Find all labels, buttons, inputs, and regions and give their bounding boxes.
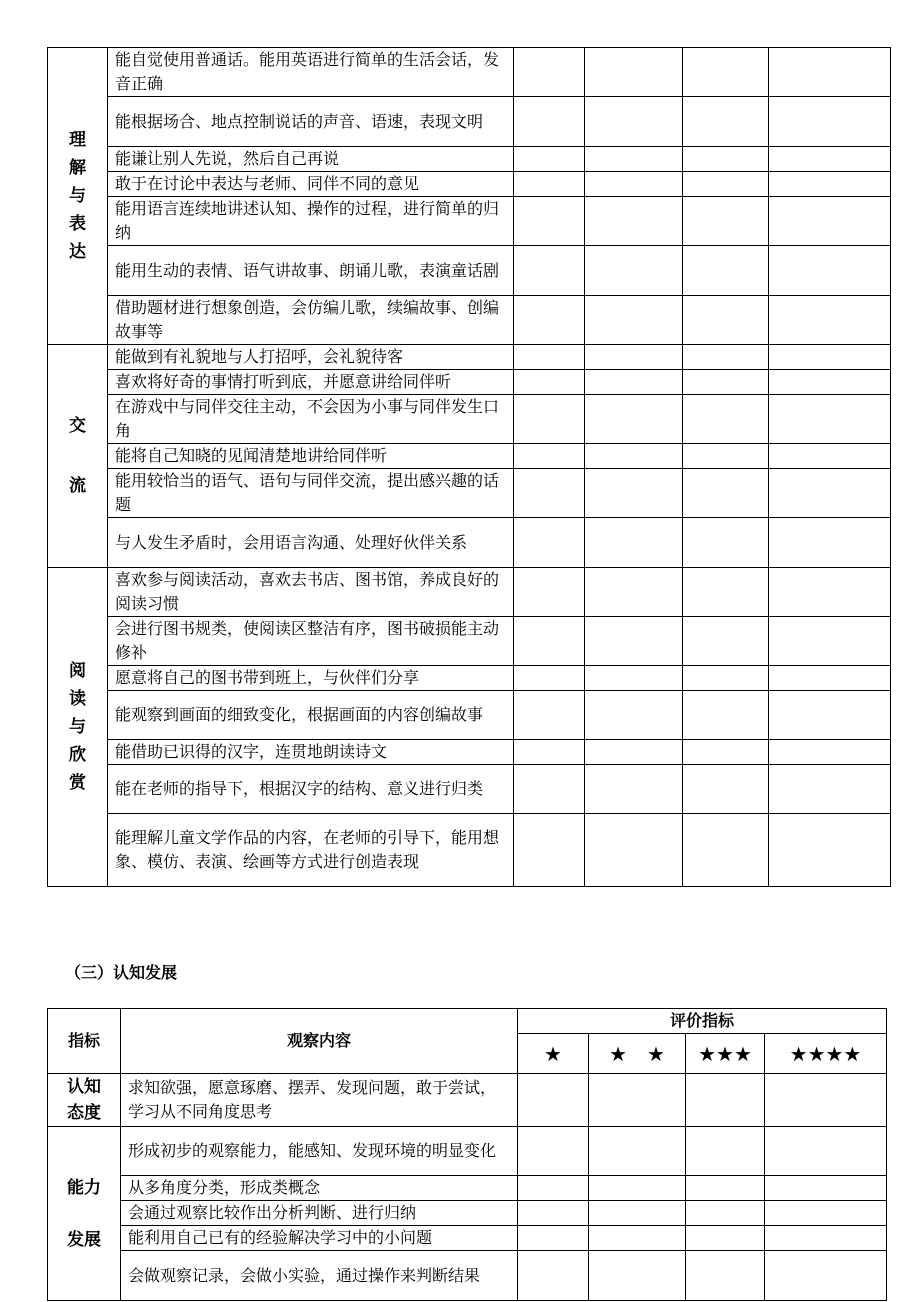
table-row (48, 345, 891, 370)
table-row (48, 1176, 887, 1201)
observation-item: 敢于在讨论中表达与老师、同伴不同的意见 (108, 172, 514, 197)
rating-cell[interactable] (765, 1226, 887, 1251)
rating-cell[interactable] (769, 97, 891, 147)
rating-cell[interactable] (769, 197, 891, 246)
rating-cell[interactable] (769, 345, 891, 370)
rating-cell[interactable] (765, 1176, 887, 1201)
observation-item: 能借助已识得的汉字，连贯地朗读诗文 (108, 740, 514, 765)
rating-cell[interactable] (518, 1176, 589, 1201)
rating-cell[interactable] (589, 1226, 686, 1251)
group-label-ability-development: 能力发展 (48, 1127, 121, 1301)
rating-cell[interactable] (769, 444, 891, 469)
rating-cell[interactable] (518, 1074, 589, 1127)
section-heading: （三）认知发展 (65, 963, 178, 982)
rating-cell[interactable] (683, 197, 769, 246)
observation-item: 会做观察记录，会做小实验，通过操作来判断结果 (121, 1251, 518, 1301)
table-row (48, 568, 891, 617)
rating-cell[interactable] (683, 568, 769, 617)
rating-cell[interactable] (585, 444, 683, 469)
rating-cell[interactable] (514, 246, 585, 296)
rating-cell[interactable] (683, 147, 769, 172)
rating-cell[interactable] (514, 370, 585, 395)
rating-cell[interactable] (686, 1226, 765, 1251)
table-row (48, 666, 891, 691)
rating-cell[interactable] (769, 740, 891, 765)
rating-cell[interactable] (514, 444, 585, 469)
observation-item: 与人发生矛盾时，会用语言沟通、处理好伙伴关系 (108, 518, 514, 568)
rating-cell[interactable] (765, 1251, 887, 1301)
header-indicator: 指标 (48, 1009, 121, 1074)
header-content: 观察内容 (121, 1009, 518, 1074)
table-row (48, 518, 891, 568)
star-rating-3: ★★★ (686, 1034, 765, 1074)
rating-cell[interactable] (514, 666, 585, 691)
observation-item: 能在老师的指导下，根据汉字的结构、意义进行归类 (108, 765, 514, 814)
rating-cell[interactable] (683, 345, 769, 370)
observation-item: 能将自己知晓的见闻清楚地讲给同伴听 (108, 444, 514, 469)
rating-cell[interactable] (585, 518, 683, 568)
table-row (48, 617, 891, 666)
rating-cell[interactable] (585, 246, 683, 296)
rating-cell[interactable] (514, 740, 585, 765)
group-label-understanding-expression: 理解与表达 (48, 48, 108, 345)
rating-cell[interactable] (683, 246, 769, 296)
rating-cell[interactable] (514, 345, 585, 370)
table-row (48, 469, 891, 518)
observation-item: 能根据场合、地点控制说话的声音、语速，表现文明 (108, 97, 514, 147)
rating-cell[interactable] (769, 469, 891, 518)
rating-cell[interactable] (514, 395, 585, 444)
rating-cell[interactable] (585, 370, 683, 395)
rating-cell[interactable] (514, 814, 585, 887)
star-rating-2: ★ ★ (589, 1034, 686, 1074)
rating-cell[interactable] (769, 395, 891, 444)
observation-item: 能利用自己已有的经验解决学习中的小问题 (121, 1226, 518, 1251)
observation-item: 能观察到画面的细致变化，根据画面的内容创编故事 (108, 691, 514, 740)
rating-cell[interactable] (518, 1201, 589, 1226)
table-row (48, 1201, 887, 1226)
rating-cell[interactable] (514, 691, 585, 740)
rating-cell[interactable] (769, 666, 891, 691)
rating-cell[interactable] (683, 395, 769, 444)
rating-cell[interactable] (514, 568, 585, 617)
star-rating-1: ★ (518, 1034, 589, 1074)
observation-item: 喜欢参与阅读活动，喜欢去书店、图书馆，养成良好的阅读习惯 (108, 568, 514, 617)
rating-cell[interactable] (518, 1226, 589, 1251)
rating-cell[interactable] (683, 172, 769, 197)
rating-cell[interactable] (769, 568, 891, 617)
rating-cell[interactable] (769, 147, 891, 172)
rating-cell[interactable] (514, 296, 585, 345)
rating-cell[interactable] (683, 370, 769, 395)
rating-cell[interactable] (683, 444, 769, 469)
table-row (48, 172, 891, 197)
rating-cell[interactable] (518, 1251, 589, 1301)
observation-item: 会进行图书规类，使阅读区整洁有序，图书破损能主动修补 (108, 617, 514, 666)
table-row (48, 370, 891, 395)
table-row (48, 296, 891, 345)
rating-cell[interactable] (769, 172, 891, 197)
rating-cell[interactable] (514, 518, 585, 568)
table-row (48, 246, 891, 296)
rating-cell[interactable] (514, 48, 585, 97)
observation-item: 借助题材进行想象创造，会仿编儿歌，续编故事、创编故事等 (108, 296, 514, 345)
observation-item: 愿意将自己的图书带到班上，与伙伴们分享 (108, 666, 514, 691)
table-row (48, 197, 891, 246)
rating-cell[interactable] (769, 617, 891, 666)
rating-cell[interactable] (686, 1251, 765, 1301)
table-row (48, 765, 891, 814)
rating-cell[interactable] (585, 97, 683, 147)
rating-cell[interactable] (585, 197, 683, 246)
table-row (48, 147, 891, 172)
table-row (48, 691, 891, 740)
rating-cell[interactable] (514, 469, 585, 518)
observation-item: 能用生动的表情、语气讲故事、朗诵儿歌，表演童话剧 (108, 246, 514, 296)
observation-item: 能用较恰当的语气、语句与同伴交流，提出感兴趣的话题 (108, 469, 514, 518)
header-row (48, 1009, 887, 1034)
rating-cell[interactable] (514, 765, 585, 814)
observation-item: 能理解儿童文学作品的内容，在老师的引导下，能用想象、模仿、表演、绘画等方式进行创造表现 (108, 814, 514, 887)
observation-item: 从多角度分类，形成类概念 (121, 1176, 518, 1201)
rating-cell[interactable] (683, 617, 769, 666)
table-row (48, 444, 891, 469)
rating-cell[interactable] (683, 740, 769, 765)
observation-item: 能用语言连续地讲述认知、操作的过程，进行简单的归纳 (108, 197, 514, 246)
rating-cell[interactable] (765, 1127, 887, 1176)
rating-cell[interactable] (585, 765, 683, 814)
rating-cell[interactable] (585, 740, 683, 765)
rating-cell[interactable] (769, 246, 891, 296)
observation-item: 会通过观察比较作出分析判断、进行归纳 (121, 1201, 518, 1226)
rating-cell[interactable] (585, 395, 683, 444)
table-row (48, 395, 891, 444)
rating-cell[interactable] (765, 1074, 887, 1127)
table-row (48, 97, 891, 147)
rating-cell[interactable] (686, 1074, 765, 1127)
rating-cell[interactable] (683, 518, 769, 568)
rating-cell[interactable] (514, 617, 585, 666)
rating-cell[interactable] (518, 1127, 589, 1176)
rating-cell[interactable] (683, 296, 769, 345)
cognitive-evaluation-table (47, 1008, 887, 1301)
rating-cell[interactable] (683, 666, 769, 691)
language-evaluation-table (47, 47, 891, 887)
rating-cell[interactable] (769, 48, 891, 97)
observation-item: 求知欲强，愿意琢磨、摆弄、发现问题，敢于尝试，学习从不同角度思考 (121, 1074, 518, 1127)
rating-cell[interactable] (769, 691, 891, 740)
rating-cell[interactable] (769, 765, 891, 814)
observation-item: 能自觉使用普通话。能用英语进行简单的生活会话，发音正确 (108, 48, 514, 97)
rating-cell[interactable] (769, 370, 891, 395)
rating-cell[interactable] (585, 345, 683, 370)
table-row (48, 814, 891, 887)
rating-cell[interactable] (585, 814, 683, 887)
group-label-cognitive-attitude: 认知态度 (48, 1074, 121, 1127)
rating-cell[interactable] (585, 691, 683, 740)
observation-item: 形成初步的观察能力，能感知、发现环境的明显变化 (121, 1127, 518, 1176)
rating-cell[interactable] (683, 765, 769, 814)
rating-cell[interactable] (683, 469, 769, 518)
rating-cell[interactable] (514, 172, 585, 197)
rating-cell[interactable] (585, 48, 683, 97)
group-label-communication: 交流 (48, 345, 108, 568)
rating-cell[interactable] (769, 296, 891, 345)
rating-cell[interactable] (589, 1127, 686, 1176)
rating-cell[interactable] (686, 1127, 765, 1176)
rating-cell[interactable] (683, 97, 769, 147)
rating-cell[interactable] (514, 147, 585, 172)
rating-cell[interactable] (769, 518, 891, 568)
rating-cell[interactable] (589, 1074, 686, 1127)
rating-cell[interactable] (769, 814, 891, 887)
rating-cell[interactable] (765, 1201, 887, 1226)
rating-cell[interactable] (683, 691, 769, 740)
rating-cell[interactable] (686, 1176, 765, 1201)
table-row (48, 1074, 887, 1127)
rating-cell[interactable] (589, 1201, 686, 1226)
table-row (48, 740, 891, 765)
observation-item: 能谦让别人先说，然后自己再说 (108, 147, 514, 172)
header-rating: 评价指标 (518, 1009, 887, 1034)
rating-cell[interactable] (514, 197, 585, 246)
rating-cell[interactable] (585, 666, 683, 691)
table-row (48, 1127, 887, 1176)
rating-cell[interactable] (585, 568, 683, 617)
group-label-reading-appreciation: 阅读与欣赏 (48, 568, 108, 887)
rating-cell[interactable] (585, 172, 683, 197)
rating-cell[interactable] (683, 814, 769, 887)
rating-cell[interactable] (585, 617, 683, 666)
observation-item: 能做到有礼貌地与人打招呼，会礼貌待客 (108, 345, 514, 370)
rating-cell[interactable] (683, 48, 769, 97)
rating-cell[interactable] (585, 147, 683, 172)
table-row (48, 48, 891, 97)
rating-cell[interactable] (589, 1176, 686, 1201)
rating-cell[interactable] (585, 296, 683, 345)
star-rating-4: ★★★★ (765, 1034, 887, 1074)
rating-cell[interactable] (686, 1201, 765, 1226)
observation-item: 在游戏中与同伴交往主动，不会因为小事与同伴发生口角 (108, 395, 514, 444)
rating-cell[interactable] (585, 469, 683, 518)
rating-cell[interactable] (589, 1251, 686, 1301)
table-row (48, 1251, 887, 1301)
observation-item: 喜欢将好奇的事情打听到底，并愿意讲给同伴听 (108, 370, 514, 395)
rating-cell[interactable] (514, 97, 585, 147)
table-row (48, 1226, 887, 1251)
